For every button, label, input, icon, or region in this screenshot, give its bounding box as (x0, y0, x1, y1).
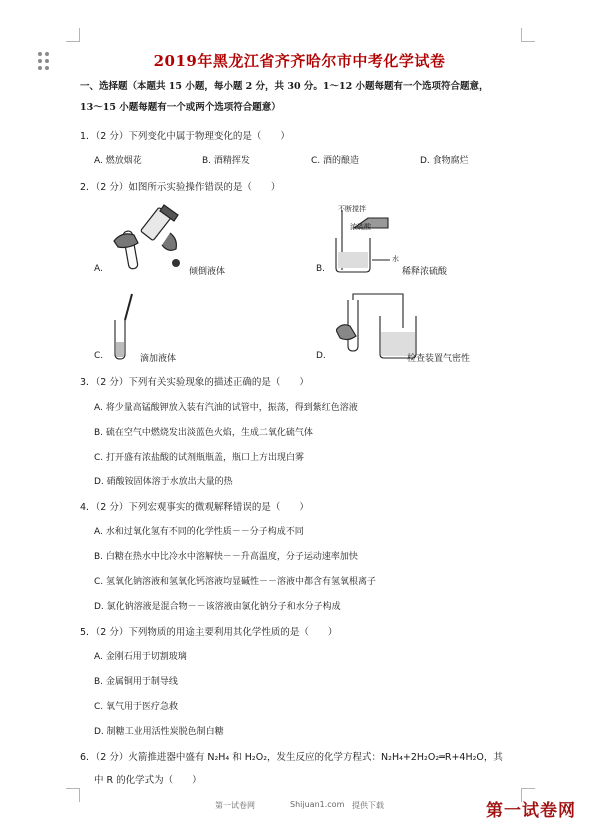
figure-d-caption: 检查装置气密性 (407, 354, 471, 364)
figure-d-letter: D. (316, 351, 326, 361)
footer-site-name: 第一试卷网 (215, 801, 255, 810)
figure-b-caption: 稀释浓硫酸 (402, 267, 448, 277)
figure-c-letter: C. (94, 351, 104, 361)
question-4-stem: 4．（2 分）下列宏观事实的微观解释错误的是（ ） (80, 502, 309, 513)
question-4-option-b: B. 白糖在热水中比冷水中溶解快－－升高温度，分子运动速率加快 (94, 552, 358, 562)
question-4-option-c: C. 氢氧化钠溶液和氢氧化钙溶液均显碱性－－溶液中都含有氢氧根离子 (94, 577, 377, 587)
figure-pouring-liquid (110, 203, 190, 275)
question-3-stem: 3．（2 分）下列有关实验现象的描述正确的是（ ） (80, 377, 309, 388)
footer-provider: 提供下载 (352, 801, 384, 810)
figure-a-letter: A. (94, 264, 103, 274)
watermark-logo: 第一试卷网 (486, 801, 576, 821)
page-corner-mark (521, 28, 535, 42)
question-5-option-a: A. 金刚石用于切割玻璃 (94, 652, 187, 662)
question-5-option-c: C. 氧气用于医疗急救 (94, 702, 179, 712)
figure-b-label-acid: 浓硫酸 (350, 223, 371, 231)
question-1-option-a: A. 燃放烟花 (94, 156, 142, 166)
figure-a-caption: 倾倒液体 (189, 267, 226, 277)
question-5-stem: 5．（2 分）下列物质的用途主要利用其化学性质的是（ ） (80, 627, 338, 638)
question-5-option-b: B. 金属铜用于制导线 (94, 677, 178, 687)
question-1-option-d: D. 食物腐烂 (420, 156, 469, 166)
figure-adding-drops (110, 292, 140, 362)
figure-b-label-water: 水 (392, 255, 399, 263)
question-3-option-c: C. 打开盛有浓盐酸的试剂瓶瓶盖，瓶口上方出现白雾 (94, 453, 305, 463)
figure-c-caption: 滴加液体 (140, 354, 177, 364)
question-1-stem: 1．（2 分）下列变化中属于物理变化的是（ ） (80, 131, 290, 142)
section-heading: 一、选择题（本题共 15 小题，每小题 2 分，共 30 分。1～12 小题每题有一个选项符合题意， (80, 81, 489, 92)
page-corner-mark (66, 28, 80, 42)
question-1-option-c: C. 酒的酿造 (311, 156, 360, 166)
page-corner-mark (66, 788, 80, 802)
question-1-option-b: B. 酒精挥发 (202, 156, 250, 166)
question-2-stem: 2．（2 分）如图所示实验操作错误的是（ ） (80, 182, 281, 193)
question-6-stem-cont: 中 R 的化学式为（ ） (94, 775, 202, 786)
question-3-option-a: A. 将少量高锰酸钾放入装有汽油的试管中，振荡，得到紫红色溶液 (94, 403, 358, 413)
question-3-option-b: B. 硫在空气中燃烧发出淡蓝色火焰，生成二氧化硫气体 (94, 428, 313, 438)
figure-b-letter: B. (316, 264, 326, 274)
question-3-option-d: D. 硝酸铵固体溶于水放出大量的热 (94, 477, 233, 487)
page-title: 2019年黑龙江省齐齐哈尔市中考化学试卷 (153, 52, 446, 70)
question-4-option-d: D. 氯化钠溶液是混合物－－该溶液由氯化钠分子和水分子构成 (94, 602, 341, 612)
figure-b-label-stir: 不断搅拌 (338, 205, 366, 213)
question-5-option-d: D. 制糖工业用活性炭脱色制白糖 (94, 727, 224, 737)
question-6-stem: 6．（2 分）火箭推进器中盛有 N₂H₄ 和 H₂O₂，发生反应的化学方程式：N₂H₄+2H₂O₂═R+4H₂O，其 (80, 752, 503, 763)
footer-site-url[interactable]: Shijuan1.com (290, 800, 345, 809)
section-heading-cont: 13～15 小题每题有一个或两个选项符合题意） (80, 102, 281, 113)
question-4-option-a: A. 水和过氧化氢有不同的化学性质－－分子构成不同 (94, 527, 304, 537)
